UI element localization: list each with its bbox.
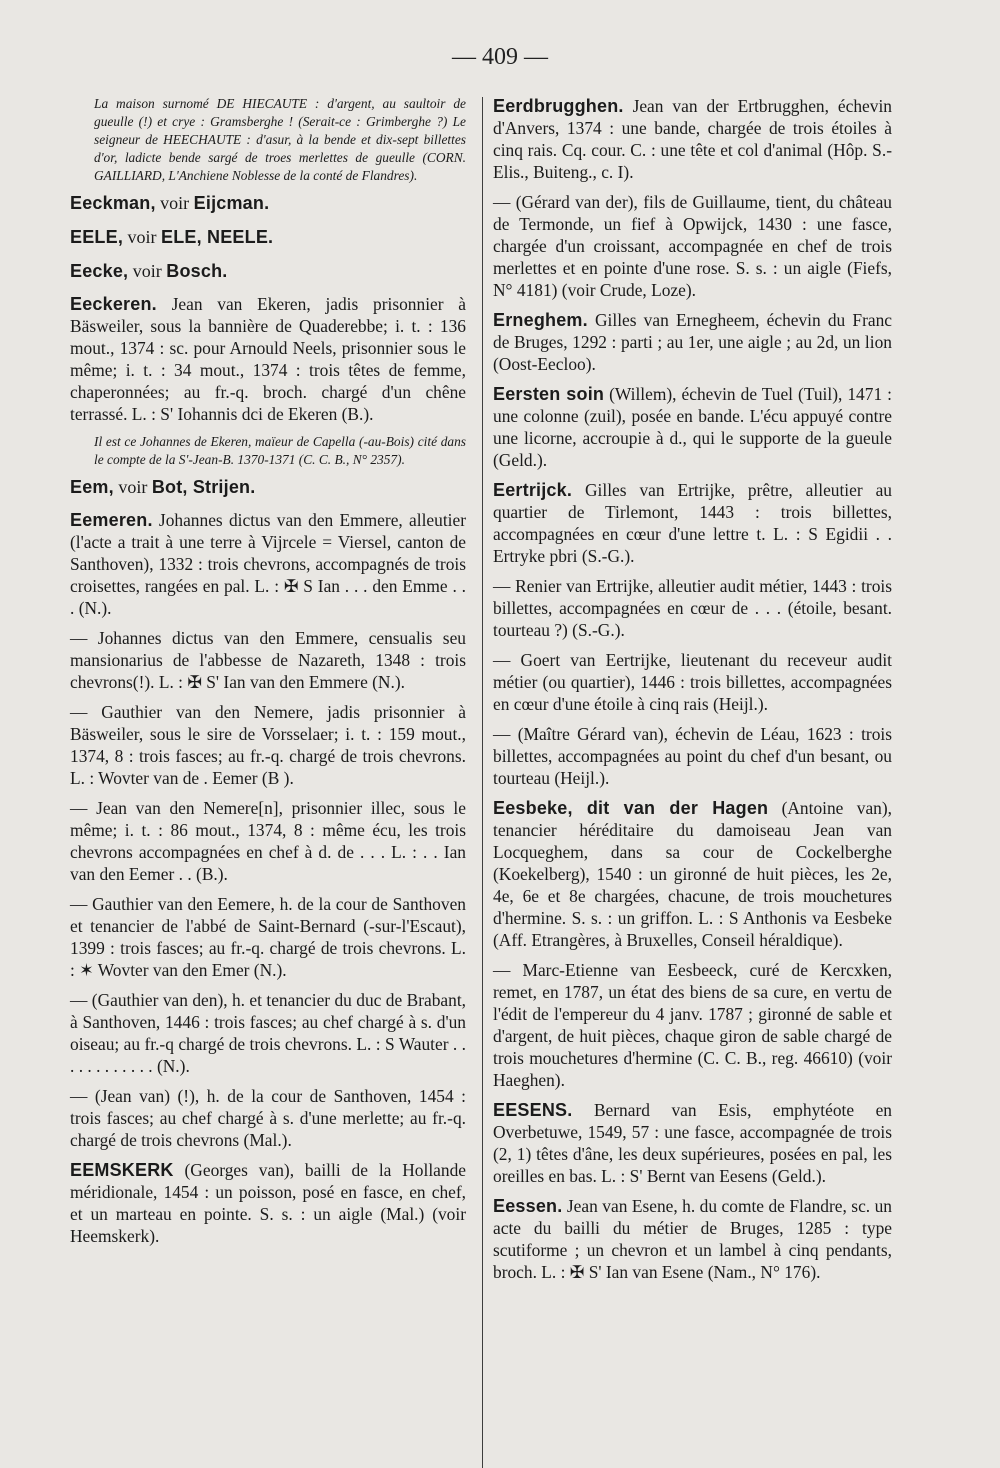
entry: — Johannes dictus van den Emmere, censualis seu mansionarius de l'abbesse de Nazareth, 1348 : trois chevrons(!). L. : ✠ S' Ian van den Emmere (N.). — [70, 628, 466, 692]
entry: Eemeren. Johannes dictus van den Emmere, alleutier (l'acte a trait à une terre à Vijrcele = Viersel, canton de Santhoven), 1332 : trois chevrons, accompagnés de trois croisettes, rangées en pal. L. : ✠ S Ian . . . den Emme . . . (N.). — [70, 510, 466, 618]
note: La maison surnomé DE HIECAUTE : d'argent, au saultoir de gueulle (!) et crye : Gramsberghe ! (Serait-ce : Grimberghe ?) Le seigneur de HEECHAUTE : d'asur, à la bende et dix-sept billettes d'or, ladicte bende sargé de troes merlettes de gueulle (CORN. GAILLIARD, L'Anchiene Noblesse de la conté de Flandres). — [94, 96, 466, 183]
column-divider — [482, 97, 483, 1468]
entry: — Gauthier van den Nemere, jadis prisonnier à Bäsweiler, sous le sire de Vorsselaer; i. t. : 159 mout., 1374, 8 : trois fasces; au fr.-q. chargé de trois chevrons. L. : Wovter van de . Eemer (B ). — [70, 702, 466, 788]
page-number: — 409 — — [452, 44, 548, 70]
entry: EESENS. Bernard van Esis, emphytéote en Overbetuwe, 1549, 57 : une fasce, accompagnée de trois (2, 1) têtes d'âne, les deux supérieures, posées en pal, les oreilles en bas. L. : S' Bernt van Eesens (Geld.). — [493, 1100, 892, 1186]
entry: Eerdbrugghen. Jean van der Ertbrugghen, échevin d'Anvers, 1374 : une bande, chargée de trois étoiles à cinq rais. Cq. cour. C. : une tête et col d'animal (Hôp. S.-Elis., Buiteng., c. I). — [493, 96, 892, 182]
cross-reference: EELE, voir ELE, NEELE. — [70, 227, 274, 247]
entry: — (Gérard van der), fils de Guillaume, tient, du château de Termonde, un fief à Opwijck, 1430 : une fasce, chargée d'un croissant, accompagnée en chef de trois merlettes et en pointe d'une rose. S. s. : un aigle (Fiefs, N° 4181) (voir Crude, Loze). — [493, 192, 892, 300]
entry: Eeckeren. Jean van Ekeren, jadis prisonnier à Bäsweiler, sous la bannière de Quaderebbe; i. t. : 136 mout., 1374 : sc. pour Arnould Neels, prisonnier sous le même; i. t. : 34 mout., 1374 : trois têtes de femme, chaperonnées; au fr.-q. broch. chargé d'un chêne terrassé. L. : S' Iohannis dci de Ekeren (B.). — [70, 294, 466, 424]
entry: Eertrijck. Gilles van Ertrijke, prêtre, alleutier au quartier de Tirlemont, 1443 : trois billettes, accompagnées en cœur d'une lettre t. L. : S Egidii . . Ertryke pbri (S.-G.). — [493, 480, 892, 566]
cross-reference: Eem, voir Bot, Strijen. — [70, 477, 256, 497]
entry: — (Jean van) (!), h. de la cour de Santhoven, 1454 : trois fasces; au chef chargé à s. d'une merlette; au fr.-q. chargé de trois chevrons (Mal.). — [70, 1086, 466, 1150]
entry: Eersten soin (Willem), échevin de Tuel (Tuil), 1471 : une colonne (zuil), posée en bande. L'écu appuyé contre une licorne, accroupie à d., qui le supporte de la gueule (Geld.). — [493, 384, 892, 470]
entry: EEMSKERK (Georges van), bailli de la Hollande méridionale, 1454 : un poisson, posé en fasce, en chef, et un marteau en pointe. S. s. : un aigle (Mal.) (voir Heemskerk). — [70, 1160, 466, 1246]
note: Il est ce Johannes de Ekeren, maïeur de Capella (-au-Bois) cité dans le compte de la S'-Jean-B. 1370-1371 (C. C. B., N° 2357). — [94, 434, 466, 467]
right-column — [493, 95, 892, 1291]
entry: — Goert van Eertrijke, lieutenant du receveur audit métier (ou quartier), 1446 : trois billettes, accompagnées en cœur d'une étoile à cinq rais (Heijl.). — [493, 650, 892, 714]
entry: Eesbeke, dit van der Hagen (Antoine van), tenancier héréditaire du damoiseau Jean van Locqueghem, dans sa cour de Cockelberghe (Koekelberg), 1540 : un gironné de huit pièces, les 2e, 4e, 6e et 8e chargées, chacune, de trois mouchetures d'hermine. S. s. : un griffon. L. : S Anthonis va Eesbeke (Aff. Etrangères, à Bruxelles, Conseil héraldique). — [493, 798, 892, 950]
entry: — (Maître Gérard van), échevin de Léau, 1623 : trois billettes, accompagnées au point du chef d'un besant, ou tourteau (Heijl.). — [493, 724, 892, 788]
entry: — Gauthier van den Eemere, h. de la cour de Santhoven et tenancier de l'abbé de Saint-Bernard (-sur-l'Escaut), 1399 : trois fasces; au fr.-q. chargé de trois chevrons. L. : ✶ Wovter van den Emer (N.). — [70, 894, 466, 980]
cross-reference: Eeckman, voir Eijcman. — [70, 193, 270, 213]
left-column — [70, 95, 466, 1255]
entry: Erneghem. Gilles van Ernegheem, échevin du Franc de Bruges, 1292 : parti ; au 1er, une aigle ; au 2d, un lion (Oost-Eecloo). — [493, 310, 892, 374]
entry: — Renier van Ertrijke, alleutier audit métier, 1443 : trois billettes, accompagnées en cœur de . . . (étoile, besant. tourteau ?) (S.-G.). — [493, 576, 892, 640]
entry: — (Gauthier van den), h. et tenancier du duc de Brabant, à Santhoven, 1446 : trois fasces; au chef chargé à s. d'un oiseau; au fr.-q chargé de trois chevrons. L. : S Wauter . . . . . . . . . . . . (N.). — [70, 990, 466, 1076]
entry: — Jean van den Nemere[n], prisonnier illec, sous le même; i. t. : 86 mout., 1374, 8 : même écu, les trois chevrons accompagnées en chef à d. de . . . L. : . . Ian van den Eemer . . (B.). — [70, 798, 466, 884]
cross-reference: Eecke, voir Bosch. — [70, 261, 228, 281]
entry: — Marc-Etienne van Eesbeeck, curé de Kercxken, remet, en 1787, un état des biens de sa cure, en vertu de l'édit de l'empereur du 4 janv. 1787 ; gironné de sable et d'argent, de huit pièces, chaque giron de sable chargé de trois mouchetures d'hermine (C. C. B., reg. 46610) (voir Haeghen). — [493, 960, 892, 1090]
entry: Eessen. Jean van Esene, h. du comte de Flandre, sc. un acte du bailli du métier de Bruges, 1285 : type scutiforme ; un chevron et un lambel à cinq pendants, broch. L. : ✠ S' Ian van Esene (Nam., N° 176). — [493, 1196, 892, 1282]
